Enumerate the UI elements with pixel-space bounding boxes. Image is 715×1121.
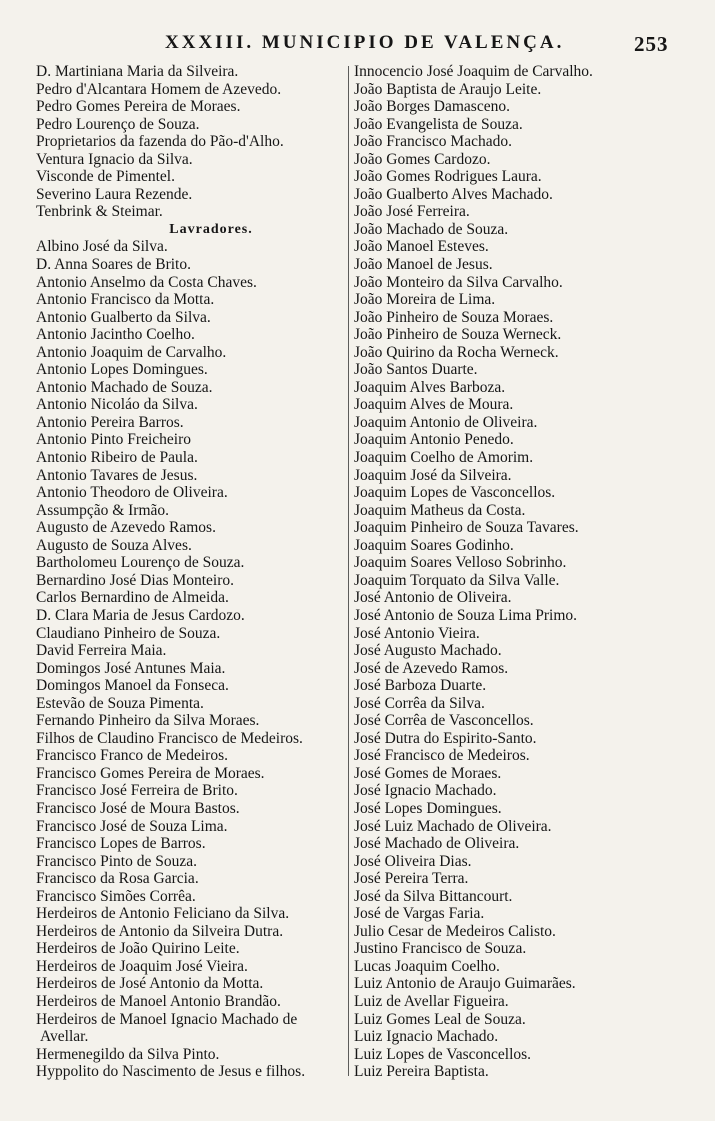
- list-entry: Luiz Gomes Leal de Souza.: [354, 1010, 526, 1028]
- left-column: [36, 63, 346, 1081]
- list-entry: David Ferreira Maia.: [36, 642, 167, 660]
- list-entry: Antonio Ribeiro de Paula.: [36, 449, 198, 467]
- list-entry: Joaquim Torquato da Silva Valle.: [354, 571, 560, 589]
- list-entry: João Monteiro da Silva Carvalho.: [354, 273, 563, 291]
- list-entry: João Gomes Rodrigues Laura.: [354, 168, 542, 186]
- list-entry: Joaquim Alves de Moura.: [354, 396, 514, 414]
- list-entry: Avellar.: [40, 1028, 89, 1046]
- list-entry: Herdeiros de Joaquim José Vieira.: [36, 957, 248, 975]
- list-entry: Antonio Nicoláo da Silva.: [36, 396, 198, 414]
- list-entry: Antonio Tavares de Jesus.: [36, 466, 198, 484]
- list-entry: Joaquim Antonio Penedo.: [354, 431, 514, 449]
- list-entry: Herdeiros de Manoel Antonio Brandão.: [36, 992, 281, 1010]
- list-entry: Francisco José Ferreira de Brito.: [36, 782, 238, 800]
- list-entry: Herdeiros de Manoel Ignacio Machado de: [36, 1010, 298, 1028]
- list-entry: Herdeiros de José Antonio da Motta.: [36, 975, 264, 993]
- list-entry: João Borges Damasceno.: [354, 98, 510, 116]
- list-entry: José Pereira Terra.: [354, 870, 469, 888]
- list-entry: Francisco José de Moura Bastos.: [36, 799, 240, 817]
- list-entry: Francisco da Rosa Garcia.: [36, 870, 199, 888]
- list-entry: José Oliveira Dias.: [354, 852, 472, 870]
- list-entry: Pedro Lourenço de Souza.: [36, 115, 200, 133]
- list-entry: Antonio Theodoro de Oliveira.: [36, 484, 228, 502]
- list-entry: Francisco Franco de Medeiros.: [36, 747, 228, 765]
- list-entry: José Machado de Oliveira.: [354, 835, 520, 853]
- list-entry: Antonio Machado de Souza.: [36, 378, 213, 396]
- list-entry: Francisco Gomes Pereira de Moraes.: [36, 764, 265, 782]
- list-entry: Antonio Jacintho Coelho.: [36, 326, 195, 344]
- list-entry: Antonio Gualberto da Silva.: [36, 308, 211, 326]
- list-entry: Joaquim Alves Barboza.: [354, 378, 506, 396]
- list-entry: José de Vargas Faria.: [354, 905, 485, 923]
- list-entry: Ventura Ignacio da Silva.: [36, 150, 193, 168]
- list-entry: José Augusto Machado.: [354, 642, 502, 660]
- list-entry: João Quirino da Rocha Werneck.: [354, 343, 559, 361]
- list-entry: Claudiano Pinheiro de Souza.: [36, 624, 221, 642]
- list-entry: D. Anna Soares de Brito.: [36, 256, 191, 274]
- list-entry: Carlos Bernardino de Almeida.: [36, 589, 229, 607]
- list-entry: Pedro d'Alcantara Homem de Azevedo.: [36, 80, 282, 98]
- list-entry: Innocencio José Joaquim de Carvalho.: [354, 63, 593, 80]
- list-entry: Herdeiros de Antonio Feliciano da Silva.: [36, 905, 290, 923]
- list-entry: Augusto de Souza Alves.: [36, 536, 192, 554]
- list-entry: João Manoel de Jesus.: [354, 256, 493, 274]
- list-entry: Antonio Pinto Freicheiro: [36, 431, 191, 449]
- list-entry: Francisco Lopes de Barros.: [36, 835, 206, 853]
- list-entry: D. Martiniana Maria da Silveira.: [36, 63, 239, 80]
- list-entry: Hermenegildo da Silva Pinto.: [36, 1045, 220, 1063]
- list-entry: João Baptista de Araujo Leite.: [354, 80, 542, 98]
- page-header: [0, 30, 715, 60]
- list-entry: Luiz Pereira Baptista.: [354, 1063, 489, 1081]
- right-column: [354, 63, 684, 1081]
- list-entry: Estevão de Souza Pimenta.: [36, 694, 204, 712]
- list-entry: Francisco José de Souza Lima.: [36, 817, 228, 835]
- list-entry: Tenbrink & Steimar.: [36, 203, 163, 221]
- list-entry: Filhos de Claudino Francisco de Medeiros.: [36, 729, 303, 747]
- page-number: 253: [634, 32, 669, 56]
- list-entry: Assumpção & Irmão.: [36, 501, 170, 519]
- list-entry: Francisco Pinto de Souza.: [36, 852, 198, 870]
- list-entry: Julio Cesar de Medeiros Calisto.: [354, 922, 556, 940]
- list-entry: Joaquim Antonio de Oliveira.: [354, 413, 538, 431]
- list-entry: Herdeiros de João Quirino Leite.: [36, 940, 240, 958]
- list-entry: José Gomes de Moraes.: [354, 764, 502, 782]
- list-entry: João Evangelista de Souza.: [354, 115, 523, 133]
- list-entry: João Santos Duarte.: [354, 361, 478, 379]
- section-heading: Lavradores.: [169, 221, 253, 237]
- list-entry: Severino Laura Rezende.: [36, 185, 193, 203]
- list-entry: José Antonio de Oliveira.: [354, 589, 512, 607]
- list-entry: João Machado de Souza.: [354, 220, 509, 238]
- list-entry: Lucas Joaquim Coelho.: [354, 957, 500, 975]
- list-entry: Joaquim José da Silveira.: [354, 466, 512, 484]
- list-entry: Joaquim Lopes de Vasconcellos.: [354, 484, 556, 502]
- list-entry: Albino José da Silva.: [36, 238, 168, 256]
- list-entry: Joaquim Matheus da Costa.: [354, 501, 526, 519]
- list-entry: Antonio Joaquim de Carvalho.: [36, 343, 227, 361]
- list-entry: Antonio Anselmo da Costa Chaves.: [36, 273, 257, 291]
- list-entry: Joaquim Soares Velloso Sobrinho.: [354, 554, 567, 572]
- list-entry: João Moreira de Lima.: [354, 291, 496, 309]
- list-entry: José Francisco de Medeiros.: [354, 747, 530, 765]
- list-entry: José Lopes Domingues.: [354, 799, 502, 817]
- list-entry: José Barboza Duarte.: [354, 677, 487, 695]
- list-entry: José Corrêa da Silva.: [354, 694, 485, 712]
- list-entry: João Pinheiro de Souza Moraes.: [354, 308, 554, 326]
- list-entry: Francisco Simões Corrêa.: [36, 887, 196, 905]
- list-entry: José Corrêa de Vasconcellos.: [354, 712, 534, 730]
- list-entry: Fernando Pinheiro da Silva Moraes.: [36, 712, 260, 730]
- list-entry: Luiz de Avellar Figueira.: [354, 992, 509, 1010]
- list-entry: João Manoel Esteves.: [354, 238, 489, 256]
- list-entry: Justino Francisco de Souza.: [354, 940, 527, 958]
- list-entry: Luiz Lopes de Vasconcellos.: [354, 1045, 532, 1063]
- column-divider: [348, 66, 349, 1076]
- list-entry: João Francisco Machado.: [354, 133, 512, 151]
- list-entry: Domingos José Antunes Maia.: [36, 659, 226, 677]
- list-entry: João Gomes Cardozo.: [354, 150, 491, 168]
- list-entry: José Antonio de Souza Lima Primo.: [354, 606, 578, 624]
- list-entry: Antonio Lopes Domingues.: [36, 361, 208, 379]
- list-entry: José Ignacio Machado.: [354, 782, 497, 800]
- list-entry: Antonio Francisco da Motta.: [36, 291, 215, 309]
- list-entry: Augusto de Azevedo Ramos.: [36, 519, 216, 537]
- list-entry: Joaquim Soares Godinho.: [354, 536, 514, 554]
- list-entry: Pedro Gomes Pereira de Moraes.: [36, 98, 241, 116]
- list-entry: Domingos Manoel da Fonseca.: [36, 677, 229, 695]
- list-entry: Luiz Ignacio Machado.: [354, 1028, 499, 1046]
- list-entry: Joaquim Pinheiro de Souza Tavares.: [354, 519, 579, 537]
- list-entry: D. Clara Maria de Jesus Cardozo.: [36, 606, 245, 624]
- list-entry: Bartholomeu Lourenço de Souza.: [36, 554, 245, 572]
- list-entry: Joaquim Coelho de Amorim.: [354, 449, 534, 467]
- list-entry: José Luiz Machado de Oliveira.: [354, 817, 552, 835]
- list-entry: Proprietarios da fazenda do Pão-d'Alho.: [36, 133, 284, 151]
- list-entry: Antonio Pereira Barros.: [36, 413, 184, 431]
- list-entry: Herdeiros de Antonio da Silveira Dutra.: [36, 922, 284, 940]
- list-entry: Hyppolito do Nascimento de Jesus e filhos.: [36, 1063, 306, 1081]
- list-entry: José Antonio Vieira.: [354, 624, 480, 642]
- list-entry: José Dutra do Espirito-Santo.: [354, 729, 537, 747]
- list-entry: João Gualberto Alves Machado.: [354, 185, 553, 203]
- list-entry: Bernardino José Dias Monteiro.: [36, 571, 235, 589]
- list-entry: João José Ferreira.: [354, 203, 470, 221]
- list-entry: José da Silva Bittancourt.: [354, 887, 513, 905]
- running-title: XXXIII. MUNICIPIO DE VALENÇA.: [165, 32, 565, 53]
- list-entry: Luiz Antonio de Araujo Guimarães.: [354, 975, 576, 993]
- list-entry: Visconde de Pimentel.: [36, 168, 175, 186]
- list-entry: João Pinheiro de Souza Werneck.: [354, 326, 562, 344]
- list-entry: José de Azevedo Ramos.: [354, 659, 509, 677]
